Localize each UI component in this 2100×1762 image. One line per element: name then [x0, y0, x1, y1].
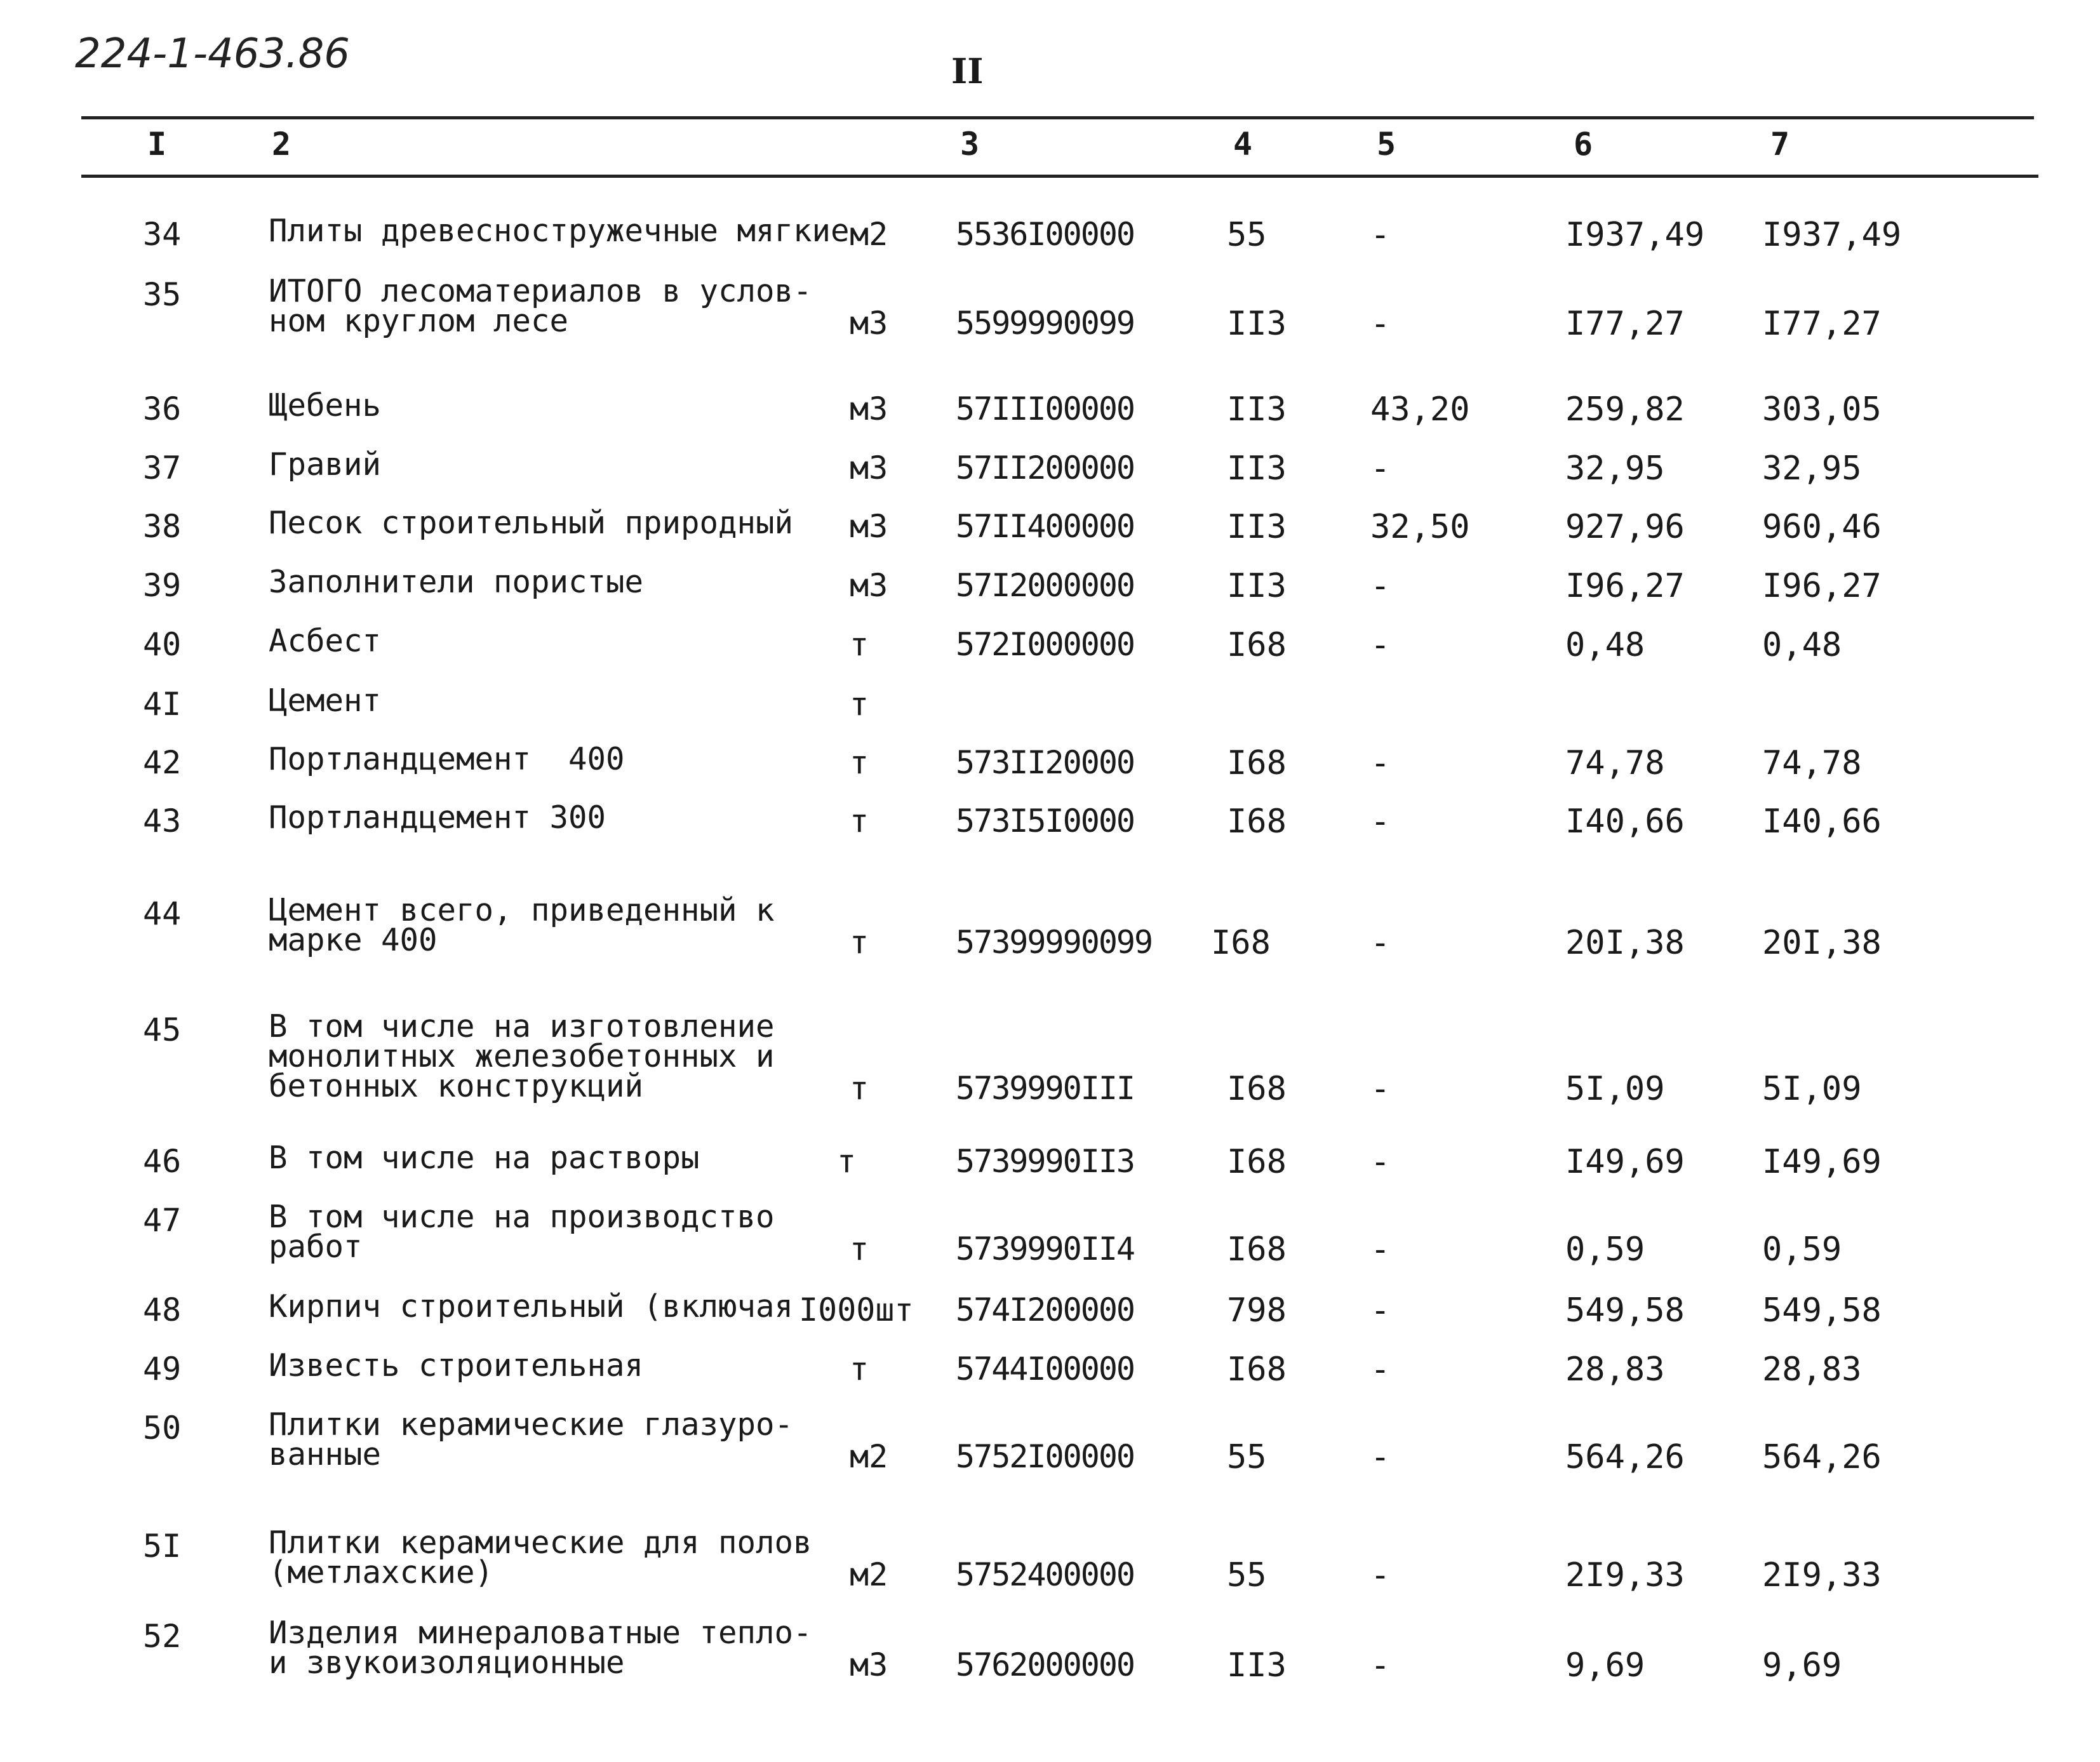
unit-of-measure: т [850, 626, 869, 663]
column-5-value: 32,50 [1370, 508, 1470, 546]
unit-of-measure: м2 [850, 216, 888, 253]
row-number: 40 [143, 626, 182, 663]
product-code: 5752I00000 [956, 1438, 1135, 1475]
material-name: Плитки керамические глазуро- ванные [269, 1406, 794, 1472]
row-number: 42 [143, 744, 182, 781]
page-number: II [951, 51, 984, 91]
column-5-value: - [1370, 1143, 1391, 1181]
column-6-value: 74,78 [1565, 744, 1665, 782]
column-5-value: - [1370, 1291, 1391, 1330]
column-5-value: - [1370, 567, 1391, 605]
column-4-value: II3 [1227, 450, 1287, 488]
product-code: 5739990II3 [956, 1143, 1135, 1180]
column-7-value: 32,95 [1762, 450, 1862, 488]
column-6-value: I77,27 [1565, 305, 1685, 343]
column-4-value: I68 [1227, 1231, 1287, 1269]
column-4-value: I68 [1211, 924, 1271, 962]
column-6-value: 0,48 [1565, 626, 1645, 664]
row-number: 47 [143, 1202, 182, 1239]
column-4-value: I68 [1227, 1143, 1287, 1181]
row-number: 52 [143, 1618, 182, 1655]
material-name: В том числе на изготовление монолитных железобетонных и бетонных конструкций [269, 1008, 775, 1104]
column-4-value: 798 [1227, 1291, 1287, 1330]
unit-of-measure: т [850, 686, 869, 723]
row-number: 43 [143, 803, 182, 839]
column-5-value: - [1370, 744, 1391, 782]
material-name: Асбест [269, 623, 382, 659]
material-name: Песок строительный природный [269, 505, 794, 541]
product-code: 5739990II4 [956, 1231, 1135, 1267]
column-5-value: - [1370, 1070, 1391, 1108]
unit-of-measure: м3 [850, 450, 888, 486]
unit-of-measure: м3 [850, 390, 888, 427]
product-code: 5599990099 [956, 305, 1135, 342]
material-name: Изделия минераловатные тепло- и звукоизоляционные [269, 1615, 812, 1681]
column-6-value: 259,82 [1565, 390, 1685, 429]
row-number: 45 [143, 1011, 182, 1048]
column-7-value: 0,48 [1762, 626, 1842, 664]
column-4-value: II3 [1227, 390, 1287, 429]
unit-of-measure: м3 [850, 305, 888, 342]
product-code: 574I200000 [956, 1291, 1135, 1328]
column-7-value: I49,69 [1762, 1143, 1882, 1181]
column-header-7: 7 [1770, 126, 1790, 163]
material-name: Цемент всего, приведенный к марке 400 [269, 892, 775, 958]
unit-of-measure: т [850, 803, 869, 839]
column-4-value: 55 [1227, 1556, 1267, 1594]
material-name: В том числе на производство работ [269, 1199, 775, 1265]
product-code: 573I5I0000 [956, 803, 1135, 839]
column-5-value: - [1370, 1646, 1391, 1685]
column-5-value: - [1370, 803, 1391, 841]
product-code: 573II20000 [956, 744, 1135, 781]
row-number: 48 [143, 1291, 182, 1328]
table-header-rule [81, 175, 2038, 178]
row-number: 49 [143, 1351, 182, 1387]
unit-of-measure: м2 [850, 1556, 888, 1593]
column-7-value: 9,69 [1762, 1646, 1842, 1685]
column-5-value: - [1370, 1351, 1391, 1389]
column-4-value: II3 [1227, 508, 1287, 546]
column-4-value: I68 [1227, 744, 1287, 782]
column-7-value: 28,83 [1762, 1351, 1862, 1389]
column-5-value: - [1370, 1438, 1391, 1476]
column-5-value: - [1370, 1231, 1391, 1269]
unit-of-measure: т [850, 1231, 869, 1267]
material-name: Заполнители пористые [269, 564, 644, 600]
column-7-value: 2I9,33 [1762, 1556, 1882, 1594]
column-header-5: 5 [1377, 126, 1396, 163]
product-code: 5739990III [956, 1070, 1135, 1107]
column-7-value: 303,05 [1762, 390, 1882, 429]
column-header-4: 4 [1233, 126, 1253, 163]
column-5-value: - [1370, 305, 1391, 343]
unit-of-measure: I000шт [799, 1291, 914, 1328]
material-name: Известь строительная [269, 1347, 644, 1384]
row-number: 50 [143, 1410, 182, 1446]
column-4-value: II3 [1227, 305, 1287, 343]
column-4-value: II3 [1227, 567, 1287, 605]
document-code: 224-1-463.86 [75, 30, 350, 77]
column-6-value: 927,96 [1565, 508, 1685, 546]
column-7-value: 20I,38 [1762, 924, 1882, 962]
column-7-value: 549,58 [1762, 1291, 1882, 1330]
product-code: 57II200000 [956, 450, 1135, 486]
column-7-value: 5I,09 [1762, 1070, 1862, 1108]
column-5-value: - [1370, 216, 1391, 254]
product-code: 5762000000 [956, 1646, 1135, 1683]
row-number: 39 [143, 567, 182, 604]
unit-of-measure: м2 [850, 1438, 888, 1475]
column-4-value: II3 [1227, 1646, 1287, 1685]
row-number: 34 [143, 216, 182, 253]
column-6-value: 0,59 [1565, 1231, 1645, 1269]
column-6-value: I49,69 [1565, 1143, 1685, 1181]
row-number: 37 [143, 450, 182, 486]
column-7-value: 74,78 [1762, 744, 1862, 782]
unit-of-measure: т [850, 924, 869, 961]
unit-of-measure: т [837, 1143, 857, 1180]
column-6-value: I40,66 [1565, 803, 1685, 841]
product-code: 57399990099 [956, 924, 1153, 961]
column-7-value: I40,66 [1762, 803, 1882, 841]
column-6-value: I96,27 [1565, 567, 1685, 605]
column-7-value: I937,49 [1762, 216, 1902, 254]
unit-of-measure: м3 [850, 1646, 888, 1683]
column-6-value: 549,58 [1565, 1291, 1685, 1330]
column-7-value: 0,59 [1762, 1231, 1842, 1269]
column-5-value: - [1370, 1556, 1391, 1594]
material-name: ИТОГО лесоматериалов в услов- ном круглом лесе [269, 273, 812, 339]
material-name: Гравий [269, 446, 382, 483]
column-4-value: 55 [1227, 1438, 1267, 1476]
product-code: 57I2000000 [956, 567, 1135, 604]
column-5-value: - [1370, 626, 1391, 664]
column-6-value: I937,49 [1565, 216, 1705, 254]
column-6-value: 9,69 [1565, 1646, 1645, 1685]
row-number: 5I [143, 1528, 182, 1565]
column-6-value: 5I,09 [1565, 1070, 1665, 1108]
unit-of-measure: т [850, 1351, 869, 1387]
column-4-value: I68 [1227, 1351, 1287, 1389]
column-5-value: 43,20 [1370, 390, 1470, 429]
material-name: Портландцемент 300 [269, 799, 606, 836]
row-number: 36 [143, 390, 182, 427]
row-number: 38 [143, 508, 182, 545]
material-name: Кирпич строительный (включая [269, 1288, 794, 1325]
column-7-value: I77,27 [1762, 305, 1882, 343]
column-6-value: 28,83 [1565, 1351, 1665, 1389]
column-7-value: I96,27 [1762, 567, 1882, 605]
product-code: 572I000000 [956, 626, 1135, 663]
table-top-rule [81, 116, 2034, 119]
material-name: Щебень [269, 387, 382, 424]
column-6-value: 32,95 [1565, 450, 1665, 488]
column-header-1: I [147, 126, 167, 163]
column-7-value: 960,46 [1762, 508, 1882, 546]
product-code: 57II400000 [956, 508, 1135, 545]
column-5-value: - [1370, 450, 1391, 488]
column-5-value: - [1370, 924, 1391, 962]
row-number: 4I [143, 686, 182, 723]
product-code: 5536I00000 [956, 216, 1135, 253]
column-header-2: 2 [272, 126, 291, 163]
material-name: Портландцемент 400 [269, 741, 625, 777]
material-name: Плитки керамические для полов (метлахские) [269, 1525, 812, 1591]
column-4-value: I68 [1227, 1070, 1287, 1108]
unit-of-measure: м3 [850, 508, 888, 545]
column-6-value: 564,26 [1565, 1438, 1685, 1476]
material-name: Плиты древесностружечные мягкие [269, 213, 850, 249]
row-number: 44 [143, 895, 182, 932]
unit-of-measure: т [850, 744, 869, 781]
row-number: 46 [143, 1143, 182, 1180]
column-7-value: 564,26 [1762, 1438, 1882, 1476]
column-4-value: I68 [1227, 626, 1287, 664]
column-header-3: 3 [960, 126, 980, 163]
material-name: В том числе на растворы [269, 1140, 700, 1176]
column-4-value: 55 [1227, 216, 1267, 254]
unit-of-measure: т [850, 1070, 869, 1107]
unit-of-measure: м3 [850, 567, 888, 604]
product-code: 57III00000 [956, 390, 1135, 427]
product-code: 5752400000 [956, 1556, 1135, 1593]
column-6-value: 20I,38 [1565, 924, 1685, 962]
material-name: Цемент [269, 683, 382, 719]
row-number: 35 [143, 276, 182, 313]
column-header-6: 6 [1574, 126, 1593, 163]
column-4-value: I68 [1227, 803, 1287, 841]
product-code: 5744I00000 [956, 1351, 1135, 1387]
column-6-value: 2I9,33 [1565, 1556, 1685, 1594]
